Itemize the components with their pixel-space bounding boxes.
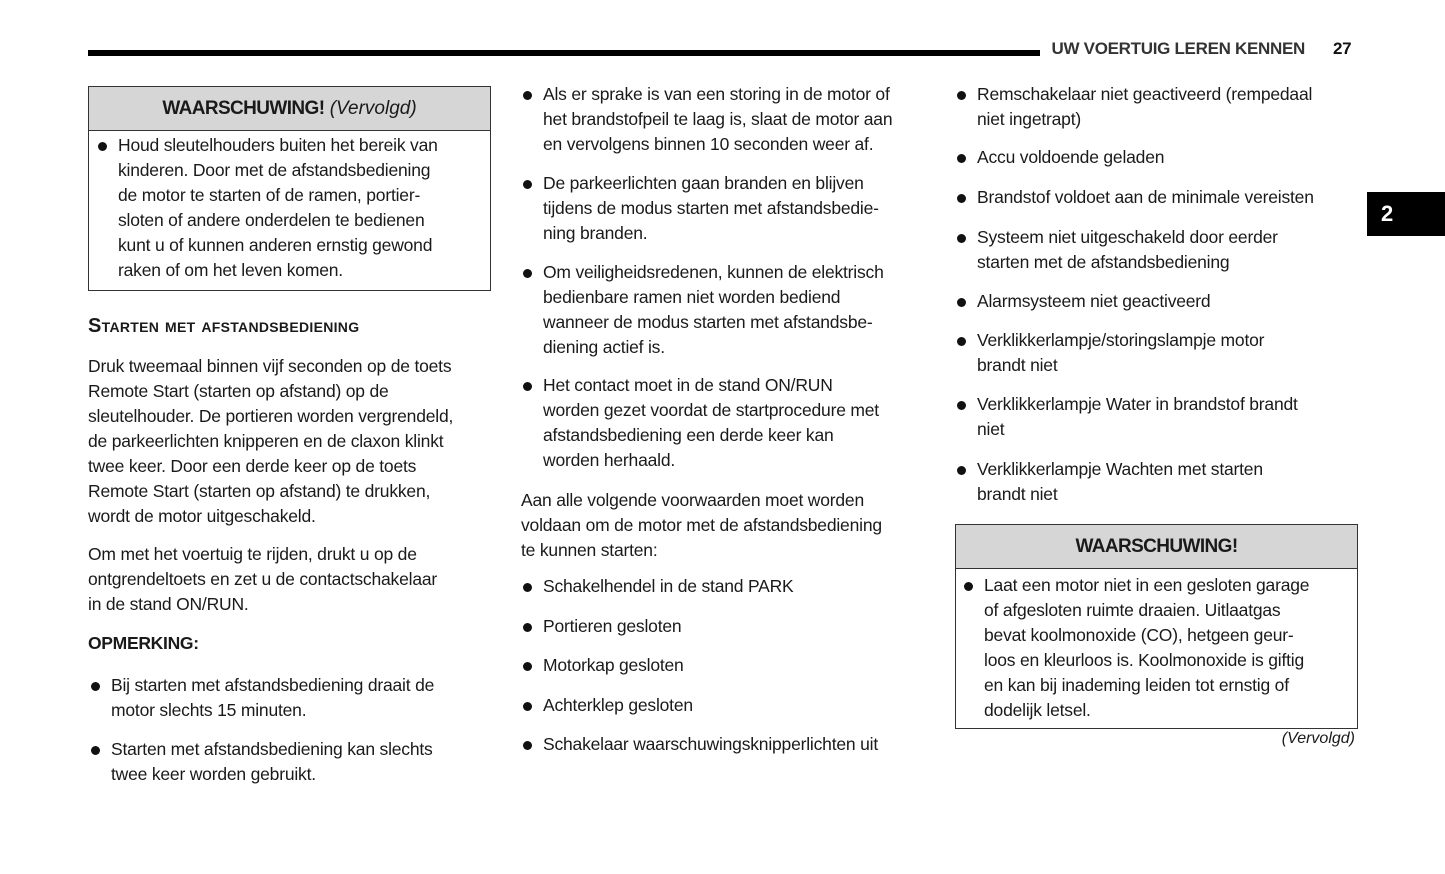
condition-item <box>977 392 1298 442</box>
bullet-icon <box>957 337 966 346</box>
bullet-icon <box>523 91 532 100</box>
paragraph: Druk tweemaal binnen vijf seconden op de toets Remote Start (starten op afstand) op de sleutelhouder. De portieren worden vergrendeld, de parkeerlichten knipperen en de claxon klinkt twee keer. Door een derde keer op de toets Remote Start (starten op afstand) te drukken, wordt de motor uitgeschakeld. <box>88 356 454 526</box>
list-item <box>543 260 884 360</box>
bullet-text: Portieren gesloten <box>543 616 682 636</box>
bullet-icon <box>957 466 966 475</box>
condition-item <box>543 693 693 718</box>
list-item <box>543 171 879 246</box>
bullet-icon <box>91 746 100 755</box>
condition-item <box>977 185 1314 210</box>
header-rule <box>88 50 1040 56</box>
bullet-text: Accu voldoende geladen <box>977 147 1165 167</box>
bullet-icon <box>523 623 532 632</box>
bullet-text: Om veiligheidsredenen, kunnen de elektrisch bedienbare ramen niet worden bediend wanneer de modus starten met afstandsbe- diening actief is. <box>543 262 884 357</box>
condition-item <box>543 574 794 599</box>
bullet-text: Motorkap gesloten <box>543 655 684 675</box>
bullet-icon <box>98 142 107 151</box>
bullet-icon <box>964 582 973 591</box>
bullet-text: Verklikkerlampje Water in brandstof brandt niet <box>977 394 1298 439</box>
note-bullet <box>111 737 433 787</box>
section-title: UW VOERTUIG LEREN KENNEN <box>1051 39 1305 58</box>
list-item <box>543 373 879 473</box>
bullet-icon <box>957 194 966 203</box>
chapter-tab: 2 <box>1367 192 1445 236</box>
note-bullet <box>111 673 434 723</box>
bullet-icon <box>523 741 532 750</box>
condition-item <box>543 732 878 757</box>
bullet-icon <box>91 682 100 691</box>
paragraph: Aan alle volgende voorwaarden moet worden voldaan om de motor met de afstandsbediening te kunnen starten: <box>521 490 882 560</box>
bullet-icon <box>523 269 532 278</box>
bullet-text: Verklikkerlampje/storingslampje motor brandt niet <box>977 330 1265 375</box>
note-label: OPMERKING: <box>88 633 199 653</box>
condition-item <box>977 328 1264 378</box>
section-heading: Starten met afstandsbediening <box>88 315 360 337</box>
warning-title: WAARSCHUWING! <box>162 98 325 119</box>
condition-item <box>977 225 1278 275</box>
bullet-text: Systeem niet uitgeschakeld door eerder starten met de afstandsbediening <box>977 227 1278 272</box>
bullet-icon <box>957 234 966 243</box>
paragraph: Om met het voertuig te rijden, drukt u op de ontgrendeltoets en zet u de contactschakelaar in de stand ON/RUN. <box>88 544 438 614</box>
condition-item <box>543 653 684 678</box>
condition-item <box>977 457 1263 507</box>
condition-item <box>543 614 681 639</box>
bullet-text: Schakelaar waarschuwingsknipperlichten uit <box>543 734 878 754</box>
bullet-text: Laat een motor niet in een gesloten garage of afgesloten ruimte draaien. Uitlaatgas bevat koolmonoxide (CO), hetgeen geur- loos en kleurloos is. Koolmonoxide is giftig en kan bij inademing leiden tot ernstig of dodelijk letsel. <box>984 575 1310 720</box>
bullet-icon <box>957 154 966 163</box>
bullet-icon <box>523 180 532 189</box>
bullet-icon <box>523 662 532 671</box>
bullet-text: Houd sleutelhouders buiten het bereik van kinderen. Door met de afstandsbediening de motor te starten of de ramen, portier- sloten of andere onderdelen te bedienen kunt u of kunnen anderen ernstig gewond raken of om het leven komen. <box>118 135 438 280</box>
warning-bullet <box>118 133 438 283</box>
bullet-text: Schakelhendel in de stand PARK <box>543 576 794 596</box>
warning-title: WAARSCHUWING! <box>1075 536 1238 557</box>
bullet-text: Remschakelaar niet geactiveerd (rempedaal niet ingetrapt) <box>977 84 1313 129</box>
bullet-text: Achterklep gesloten <box>543 695 693 715</box>
bullet-text: Het contact moet in de stand ON/RUN worden gezet voordat de startprocedure met afstandsbediening een derde keer kan worden herhaald. <box>543 375 879 470</box>
bullet-icon <box>957 91 966 100</box>
bullet-icon <box>957 298 966 307</box>
continued-label: (Vervolgd) <box>1281 730 1355 747</box>
warning-bullet <box>984 573 1309 723</box>
page-number: 27 <box>1333 39 1352 58</box>
warning-header <box>89 87 490 131</box>
bullet-icon <box>523 382 532 391</box>
bullet-text: Brandstof voldoet aan de minimale vereisten <box>977 187 1314 207</box>
condition-item <box>977 82 1312 132</box>
bullet-text: Alarmsysteem niet geactiveerd <box>977 291 1211 311</box>
bullet-text: Starten met afstandsbediening kan slechts twee keer worden gebruikt. <box>111 739 433 784</box>
bullet-text: Verklikkerlampje Wachten met starten brandt niet <box>977 459 1263 504</box>
bullet-icon <box>957 401 966 410</box>
bullet-icon <box>523 583 532 592</box>
list-item <box>543 82 892 157</box>
bullet-text: Bij starten met afstandsbediening draait de motor slechts 15 minuten. <box>111 675 435 720</box>
bullet-icon <box>523 702 532 711</box>
condition-item <box>977 289 1210 314</box>
bullet-text: De parkeerlichten gaan branden en blijven tijdens de modus starten met afstandsbedie- ning branden. <box>543 173 879 243</box>
condition-item <box>977 145 1164 170</box>
bullet-text: Als er sprake is van een storing in de motor of het brandstofpeil te laag is, slaat de motor aan en vervolgens binnen 10 seconden weer af. <box>543 84 893 154</box>
warning-continued-label: (Vervolgd) <box>329 98 417 119</box>
warning-header <box>956 525 1357 569</box>
